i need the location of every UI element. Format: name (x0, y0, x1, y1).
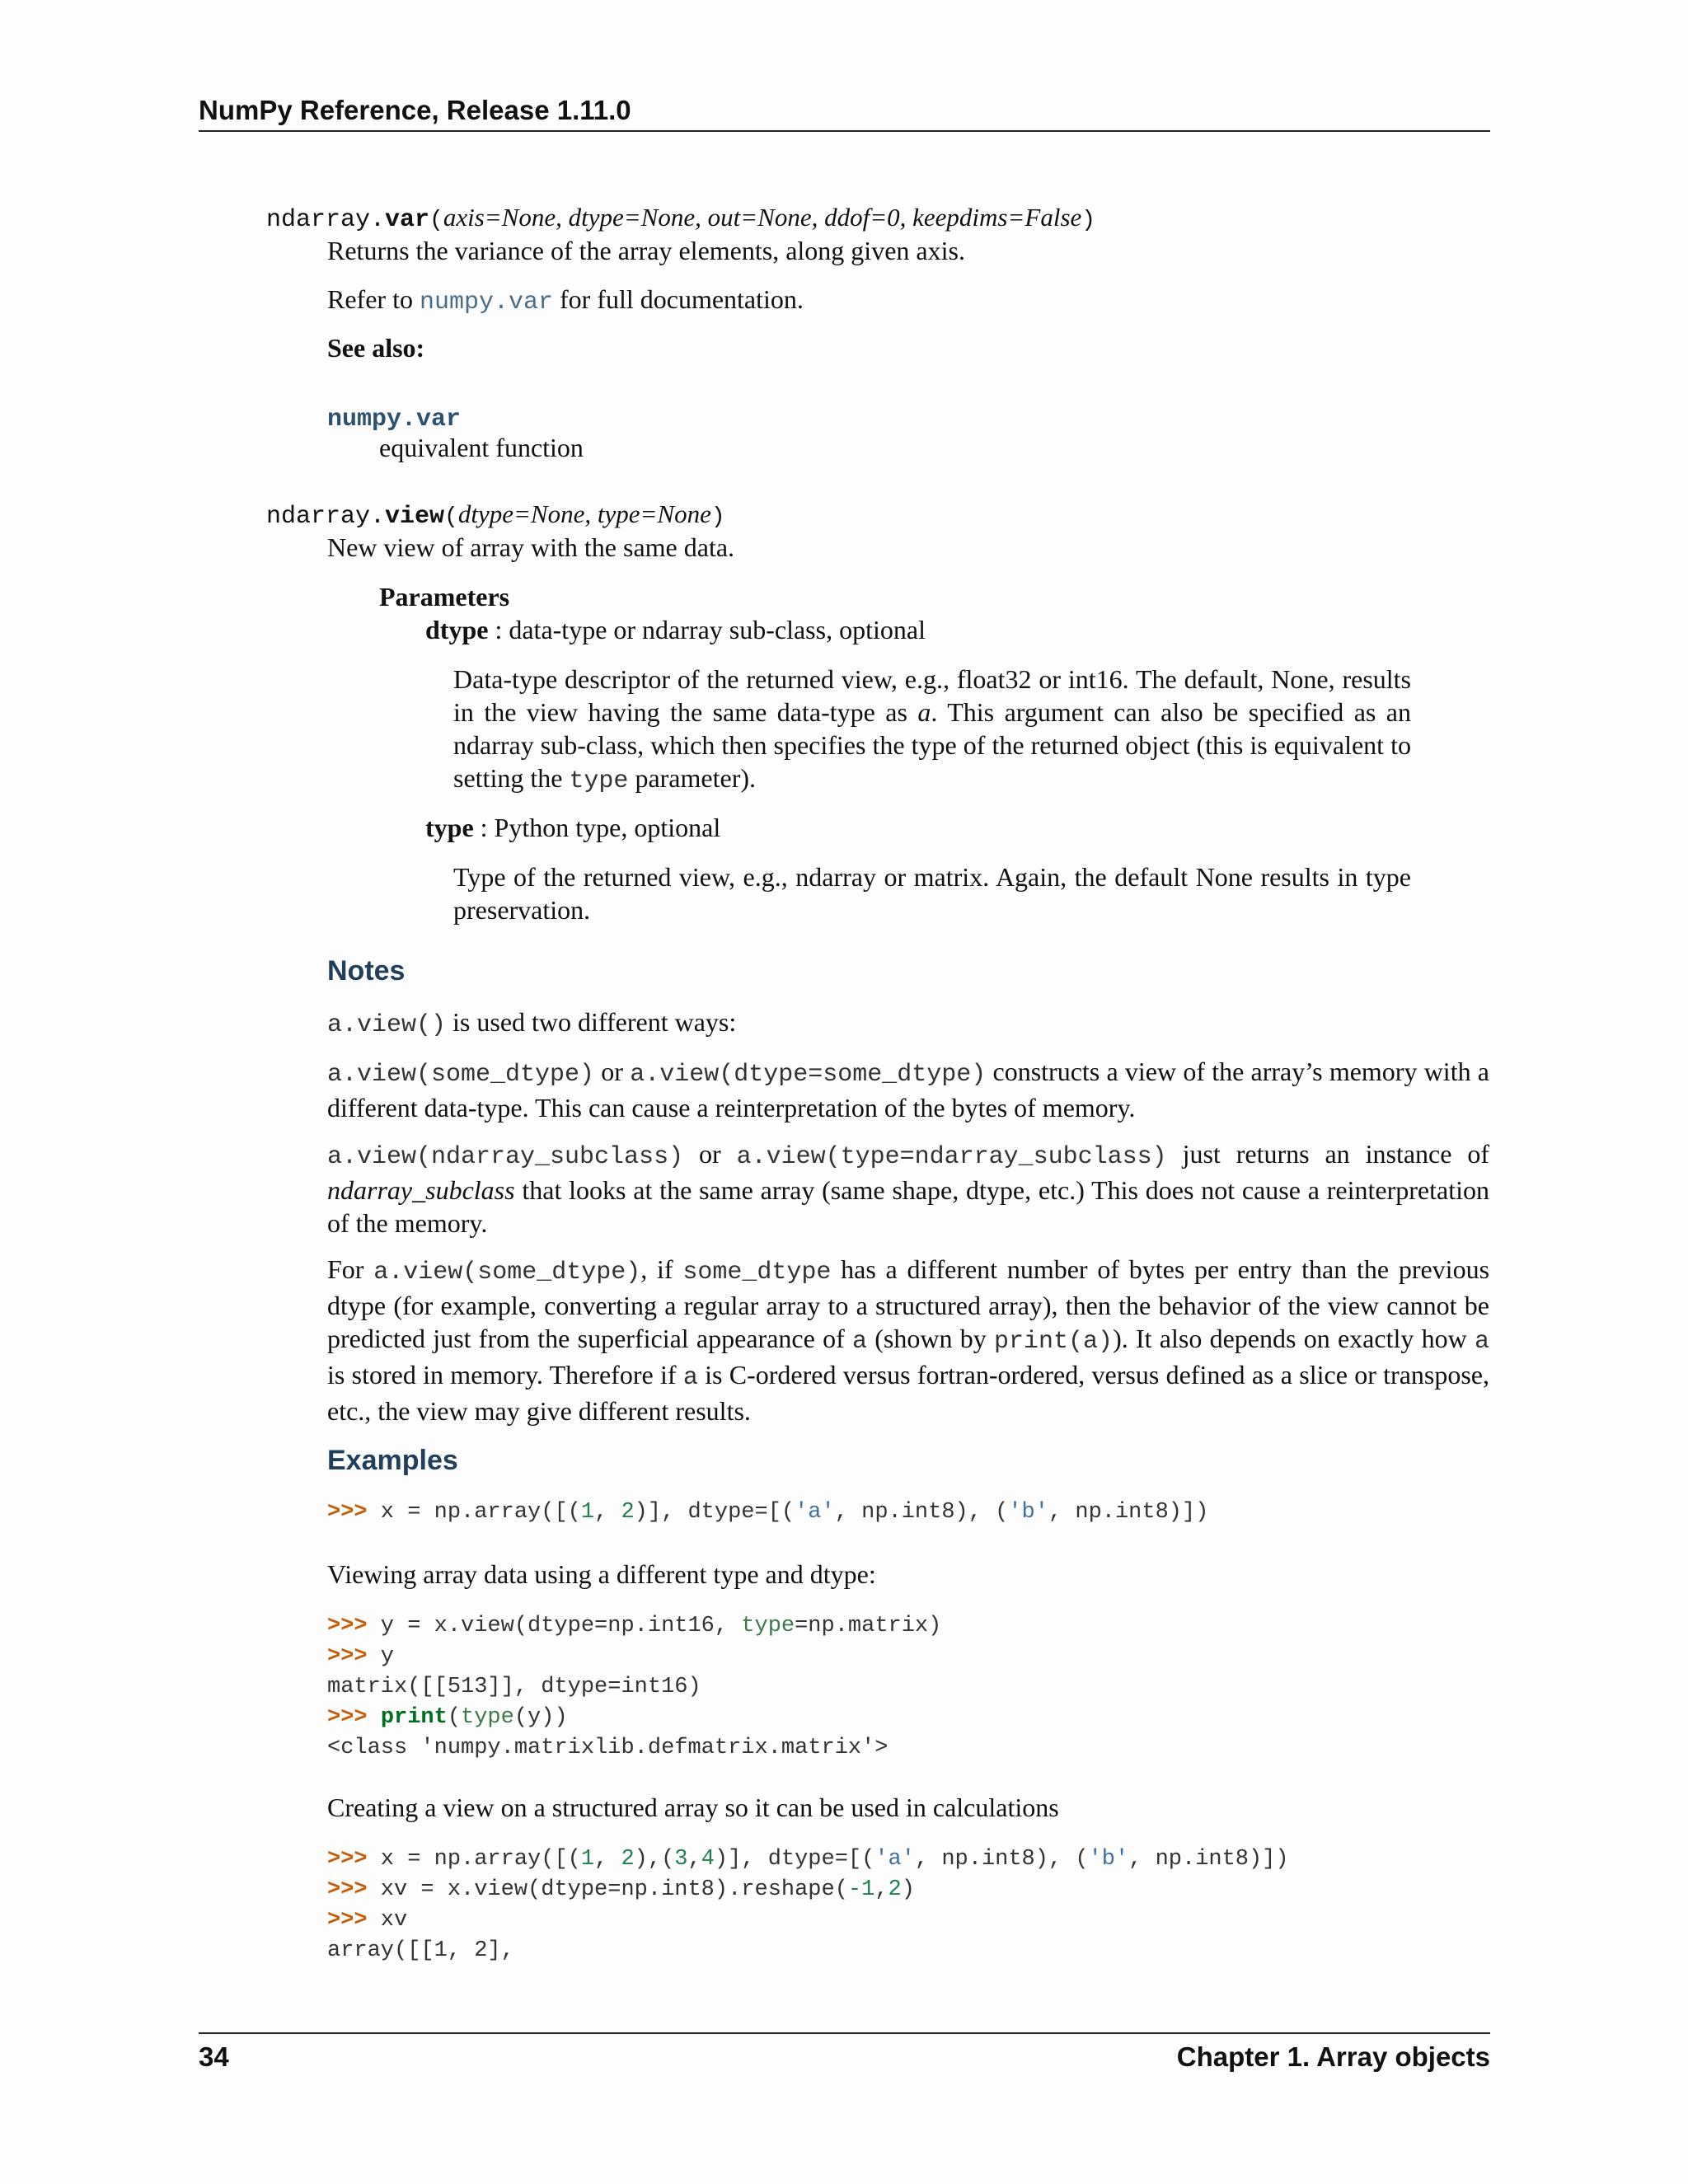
param-dtype-desc-b: . This argument can also be specified as an ndarray sub-class, which then specifies the type of the returned object (this is equivalent to setting the (453, 697, 1412, 793)
code3-l2-n2: 2 (888, 1877, 902, 1902)
code-prompt: >>> (327, 1877, 368, 1902)
code-prompt: >>> (327, 1644, 368, 1669)
code1-l1-e: , np.int8)]) (1048, 1500, 1209, 1525)
code1-l1-d: , np.int8), ( (834, 1500, 1009, 1525)
notes-p4-f: is stored in memory. Therefore if (327, 1360, 683, 1390)
param-dtype-desc-a: Data-type descriptor of the returned view, e.g., float32 or int16. The default, None, results in the view having the same data-type as (453, 664, 1411, 727)
code-prompt: >>> (327, 1908, 368, 1933)
var-sig-name: var (385, 206, 430, 234)
param-type-name: type (425, 813, 474, 842)
notes-p2-code2: a.view(dtype=some_dtype) (630, 1061, 987, 1089)
param-dtype-desc-c: parameter). (628, 763, 756, 793)
param-dtype-name: dtype (425, 615, 489, 644)
notes-p1-text: is used two different ways: (446, 1007, 737, 1037)
notes-p4-code2: some_dtype (682, 1258, 832, 1286)
see-also-desc: equivalent function (379, 433, 584, 462)
code2-l1-b: =np.matrix) (795, 1614, 942, 1638)
view-sig-params: dtype=None, type=None (457, 499, 711, 528)
see-also-label: See also: (327, 333, 425, 363)
code2-l1-a: y = x.view(dtype=np.int16, (367, 1614, 742, 1638)
running-footer (199, 2032, 1490, 2075)
notes-p2-code1: a.view(some_dtype) (327, 1061, 595, 1089)
notes-p3-text-b: that looks at the same array (same shape, dtype, etc.) This does not cause a reinterpretation of the memory. (327, 1175, 1489, 1238)
code3-l1-s2: 'b' (1088, 1847, 1129, 1872)
code-prompt: >>> (327, 1500, 368, 1525)
code3-l1-n3: 3 (674, 1847, 688, 1872)
notes-p3-italic: ndarray_subclass (327, 1175, 515, 1205)
code2-l1-bi: type (741, 1614, 795, 1638)
notes-p4-code6: a (682, 1364, 698, 1392)
notes-p4-code4: print(a) (994, 1328, 1114, 1356)
chapter-title: Chapter 1. Array objects (1176, 2041, 1490, 2072)
code1-l1-b: , (594, 1500, 621, 1525)
page-number: 34 (199, 2041, 229, 2072)
code-prompt: >>> (327, 1847, 368, 1872)
notes-p4-d: (shown by (867, 1324, 995, 1353)
notes-heading: Notes (327, 955, 406, 987)
notes-p4-b: , if (640, 1254, 683, 1284)
param-type-type: : Python type, optional (473, 813, 721, 842)
code2-l2: y (367, 1644, 395, 1669)
code3-l2-b: , (874, 1877, 889, 1902)
code-prompt: >>> (327, 1614, 368, 1638)
notes-p4-g: is C-ordered versus fortran-ordered, versus defined as a slice or transpose, etc., the view may give different results. (327, 1360, 1490, 1426)
var-sig-open: ( (429, 208, 443, 233)
view-sig-close: ) (710, 504, 725, 530)
notes-p4-code5: a (1475, 1328, 1490, 1356)
notes-p2-or: or (594, 1057, 631, 1086)
code2-l4-bi: type (461, 1705, 514, 1730)
var-summary: Returns the variance of the array elements, along given axis. (327, 236, 965, 265)
notes-p3-code2: a.view(type=ndarray_subclass) (736, 1143, 1167, 1171)
var-sig-close: ) (1081, 208, 1096, 233)
code3-l1-e: )], dtype=[( (714, 1847, 875, 1872)
code2-l4-b: (y)) (513, 1705, 568, 1730)
examples-text-1: Viewing array data using a different type and dtype: (327, 1559, 876, 1589)
code3-l2-n1: -1 (847, 1877, 875, 1902)
notes-p4-c: has a different number of bytes per entry than the previous dtype (for example, converting a regular array to a structured array), then the behavior of the view cannot be predicted just from the superficial appearance of (327, 1254, 1490, 1353)
param-dtype-header (425, 613, 1497, 646)
var-sig-params: axis=None, dtype=None, out=None, ddof=0, keepdims=False (443, 203, 1082, 232)
view-summary: New view of array with the same data. (327, 532, 735, 562)
code-block-3 (327, 1844, 1289, 1966)
param-dtype-type: : data-type or ndarray sub-class, optional (488, 615, 926, 644)
notes-p4-e: ). It also depends on exactly how (1113, 1324, 1475, 1353)
code-prompt: >>> (327, 1705, 368, 1730)
notes-p2-text: constructs a view of the array’s memory with a different data-type. This can cause a reinterpretation of the bytes of memory. (327, 1057, 1490, 1122)
code3-l1-f: , np.int8), ( (914, 1847, 1089, 1872)
code1-l1-s1: 'a' (795, 1500, 835, 1525)
code3-l3: xv (367, 1908, 408, 1933)
examples-heading: Examples (327, 1445, 458, 1476)
code-block-1 (327, 1497, 1208, 1528)
param-type-desc: Type of the returned view, e.g., ndarray or matrix. Again, the default None results in type preservation. (453, 862, 1411, 925)
notes-p3-or: or (683, 1139, 737, 1169)
code2-l5: <class 'numpy.matrixlib.defmatrix.matrix'> (327, 1736, 889, 1760)
var-signature (266, 201, 1503, 237)
notes-p3 (327, 1137, 1489, 1240)
var-refer-before: Refer to (327, 284, 420, 314)
parameters-label: Parameters (379, 582, 510, 612)
param-type-header (425, 811, 1497, 844)
notes-p4-a: For (327, 1254, 374, 1284)
code2-l4-kw: print (380, 1705, 448, 1730)
param-dtype-desc-italic: a (917, 697, 931, 727)
code3-l4: array([[1, 2], (327, 1938, 514, 1963)
code1-l1-c: )], dtype=[( (634, 1500, 795, 1525)
code3-l1-n2: 2 (621, 1847, 635, 1872)
var-sig-prefix: ndarray. (266, 206, 386, 234)
code1-l1-s2: 'b' (1008, 1500, 1048, 1525)
var-refer (327, 283, 1489, 319)
code3-l1-n1: 1 (580, 1847, 595, 1872)
code2-l4-a: ( (447, 1705, 462, 1730)
code3-l1-b: , (594, 1847, 621, 1872)
param-dtype-desc (453, 663, 1411, 798)
code1-l1-a: x = np.array([( (367, 1500, 581, 1525)
code2-l3: matrix([[513]], dtype=int16) (327, 1675, 701, 1699)
notes-p2 (327, 1055, 1489, 1124)
code3-l1-n4: 4 (701, 1847, 715, 1872)
code3-l2-a: xv = x.view(dtype=np.int8).reshape( (367, 1877, 848, 1902)
notes-p1-code: a.view() (327, 1011, 447, 1039)
running-header (199, 92, 1490, 132)
code3-l1-d: , (687, 1847, 701, 1872)
var-refer-after: for full documentation. (552, 284, 804, 314)
notes-p4-code1: a.view(some_dtype) (373, 1258, 641, 1286)
code3-l2-c: ) (901, 1877, 915, 1902)
code3-l1-s1: 'a' (874, 1847, 915, 1872)
view-sig-open: ( (444, 504, 458, 530)
notes-p3-text-a: just returns an instance of (1166, 1139, 1490, 1169)
view-signature (266, 498, 1503, 534)
code3-l1-c: ),( (634, 1847, 675, 1872)
view-sig-prefix: ndarray. (266, 503, 386, 531)
code1-l1-n1: 1 (580, 1500, 595, 1525)
examples-text-2: Creating a view on a structured array so it can be used in calculations (327, 1793, 1059, 1822)
code1-l1-n2: 2 (621, 1500, 635, 1525)
notes-p4-code3: a (852, 1328, 868, 1356)
notes-p4 (327, 1253, 1489, 1427)
code3-l1-g: , np.int8)]) (1128, 1847, 1289, 1872)
code-block-2 (327, 1611, 941, 1764)
notes-p1 (327, 1005, 1489, 1042)
param-dtype-desc-code: type (569, 767, 629, 795)
code3-l1-a: x = np.array([( (367, 1847, 581, 1872)
see-also-link[interactable]: numpy.var (327, 405, 462, 434)
view-sig-name: view (385, 503, 445, 531)
notes-p3-code1: a.view(ndarray_subclass) (327, 1143, 684, 1171)
header-title: NumPy Reference, Release 1.11.0 (199, 95, 631, 125)
var-refer-link[interactable]: numpy.var (419, 288, 553, 316)
